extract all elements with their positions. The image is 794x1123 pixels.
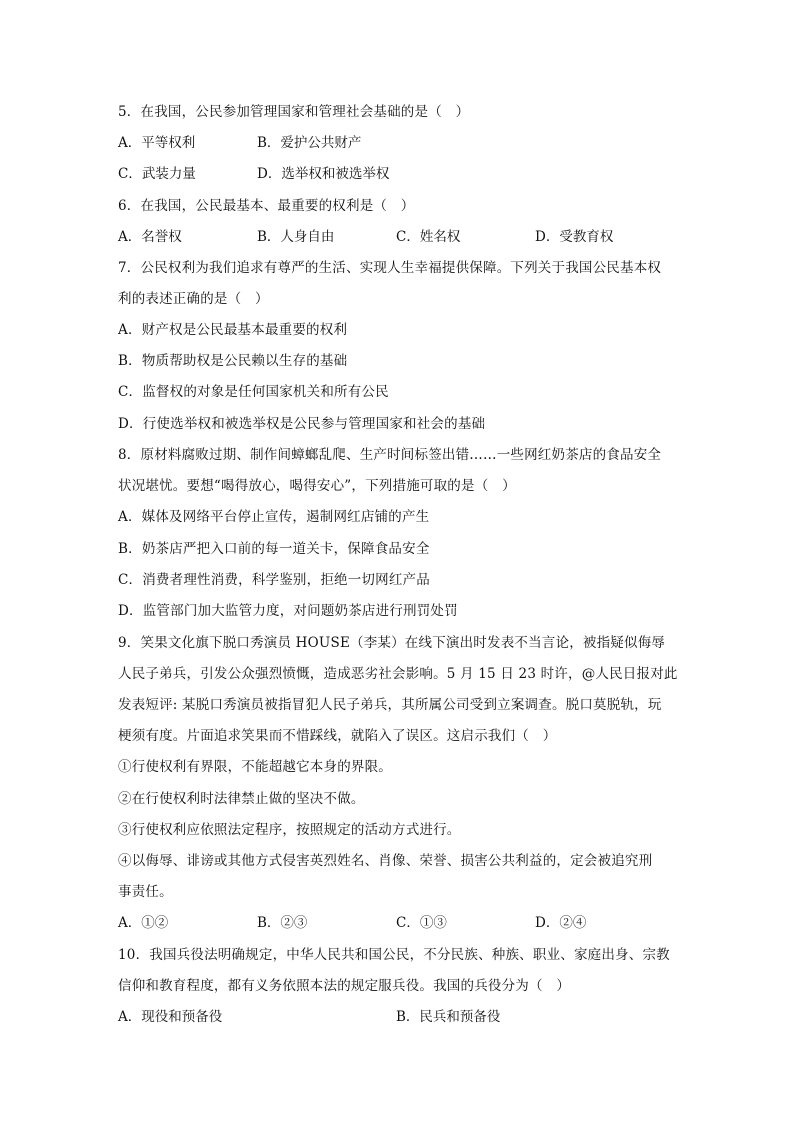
question-9-option-b: B．②③ <box>257 915 308 931</box>
question-9-stem-line-2: 人民子弟兵，引发公众强烈愤慨，造成恶劣社会影响。5 月 15 日 23 时许，@人民日报对此 <box>118 666 678 682</box>
question-8-option-b: B．奶茶店严把入口前的每一道关卡，保障食品安全 <box>118 541 430 557</box>
question-6-option-a: A．名誉权 <box>118 229 182 245</box>
question-9-stem-line-4: 梗须有度。片面追求笑果而不惜踩线，就陷入了误区。这启示我们（ ） <box>118 728 557 744</box>
question-9-option-d: D．②④ <box>535 915 587 931</box>
question-7-stem-line-2: 利的表述正确的是（ ） <box>118 291 269 307</box>
question-6-option-c: C．姓名权 <box>396 229 461 245</box>
question-5-option-c: C．武装力量 <box>118 166 196 182</box>
question-9-option-a: A．①② <box>118 915 169 931</box>
question-8-stem-line-2: 状况堪忧。要想“喝得放心，喝得安心”，下列措施可取的是（ ） <box>118 478 516 494</box>
question-8-option-d: D．监管部门加大监管力度，对问题奶茶店进行刑罚处罚 <box>118 603 458 619</box>
question-6-option-b: B．人身自由 <box>257 229 335 245</box>
question-8-option-c: C．消费者理性消费，科学鉴别，拒绝一切网红产品 <box>118 572 430 588</box>
question-5-stem: 5．在我国，公民参加管理国家和管理社会基础的是（ ） <box>118 104 470 120</box>
question-6-option-d: D．受教育权 <box>535 229 614 245</box>
question-9-option-c: C．①③ <box>396 915 447 931</box>
question-9-statement-2: ②在行使权利时法律禁止做的坚决不做。 <box>118 791 365 807</box>
question-10-option-b: B．民兵和预备役 <box>396 1009 501 1025</box>
question-7-option-b: B．物质帮助权是公民赖以生存的基础 <box>118 353 348 369</box>
question-9-statement-4-line-2: 事责任。 <box>118 884 173 900</box>
question-9-statement-3: ③行使权利应依照法定程序，按照规定的活动方式进行。 <box>118 822 461 838</box>
question-7-option-d: D．行使选举权和被选举权是公民参与管理国家和社会的基础 <box>118 416 486 432</box>
question-9-statement-4-line-1: ④以侮辱、诽谤或其他方式侵害英烈姓名、肖像、荣誉、损害公共利益的，定会被追究刑 <box>118 853 653 869</box>
question-8-stem-line-1: 8．原材料腐败过期、制作间蟑螂乱爬、生产时间标签出错……一些网红奶茶店的食品安全 <box>118 447 662 463</box>
question-5-option-d: D．选举权和被选举权 <box>257 166 390 182</box>
question-10-option-a: A．现役和预备役 <box>118 1009 223 1025</box>
question-7-option-a: A．财产权是公民最基本最重要的权利 <box>118 322 348 338</box>
question-7-stem-line-1: 7．公民权利为我们追求有尊严的生活、实现人生幸福提供保障。下列关于我国公民基本权 <box>118 260 662 276</box>
question-5-option-a: A．平等权利 <box>118 135 196 151</box>
question-10-stem-line-1: 10．我国兵役法明确规定，中华人民共和国公民，不分民族、种族、职业、家庭出身、宗教 <box>118 947 670 963</box>
question-7-option-c: C．监督权的对象是任何国家机关和所有公民 <box>118 384 389 400</box>
question-6-stem: 6．在我国，公民最基本、最重要的权利是（ ） <box>118 198 415 214</box>
question-9-stem-line-3: 发表短评: 某脱口秀演员被指冒犯人民子弟兵，其所属公司受到立案调查。脱口莫脱轨，玩 <box>118 697 662 713</box>
question-8-option-a: A．媒体及网络平台停止宣传，遏制网红店铺的产生 <box>118 509 430 525</box>
question-9-statement-1: ①行使权利有界限，不能超越它本身的界限。 <box>118 759 392 775</box>
question-9-stem-line-1: 9．笑果文化旗下脱口秀演员 HOUSE（李某）在线下演出时发表不当言论，被指疑似侮辱 <box>118 635 666 651</box>
question-10-stem-line-2: 信仰和教育程度，都有义务依照本法的规定服兵役。我国的兵役分为（ ） <box>118 978 571 994</box>
question-5-option-b: B．爱护公共财产 <box>257 135 362 151</box>
